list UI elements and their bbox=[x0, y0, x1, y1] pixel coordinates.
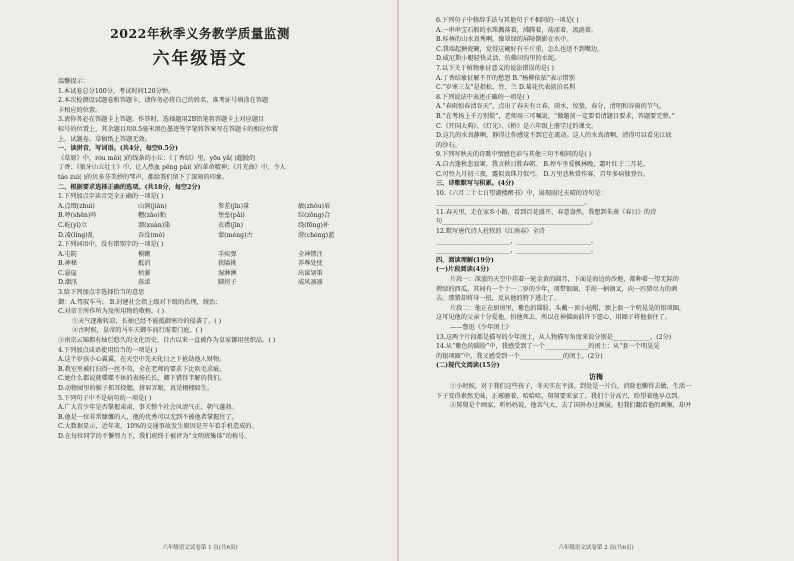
option-cell: 全神惯注 bbox=[298, 250, 323, 258]
text-line: A.“春雨惊春清谷天”，点出了春天有立春，雨水，惊蛰，春分，清明和谷雨的节气。 bbox=[436, 103, 666, 111]
option-cell: 威风凛凛 bbox=[298, 279, 323, 287]
left-page bbox=[4, 6, 396, 555]
text-line: 的沙石。 bbox=[436, 141, 461, 149]
text-line: D.威尼斯小艇轻快灵活，仿佛田沟里的水蛇。 bbox=[436, 55, 561, 63]
text-line: ________________________________________________。 bbox=[436, 199, 591, 207]
option-cell: 枯萎 bbox=[138, 269, 151, 277]
text-line: 碧绿的西瓜。其间有一个十一二岁的少年，项带银圈，手捏一柄钢叉，向一匹猹尽力的刺 bbox=[436, 285, 678, 293]
option-cell: 荡漾 bbox=[138, 279, 151, 287]
option-cell: 湿淋淋 bbox=[218, 269, 237, 277]
text-line: 句________________________________________________。 bbox=[436, 218, 597, 226]
option-cell: B.哼(shēn)吟 bbox=[58, 212, 97, 220]
text-line: 9.下列写秋天的诗歌中情感色彩与其他三句不相同的是( ) bbox=[436, 151, 592, 159]
text-line: 一、读拼音，写词语。(共4分，每空0.5分) bbox=[58, 145, 178, 153]
text-line: ________________________，________________________。 bbox=[436, 247, 597, 255]
text-line: 御：A.驾驭车马； B.封建社会指上级对下级的治理，统治； bbox=[58, 298, 222, 306]
text-line: ①天气逐渐转凉，长袖已经不能抵御寒冷的侵袭了。( ) bbox=[72, 317, 222, 325]
option-cell: D.凌(líng)乱 bbox=[58, 231, 94, 239]
option-cell: 脚拐子 bbox=[218, 279, 237, 287]
text-line: B.“在考场上千万别慌”，老师用三可嘱说，“做题前一定要看清题目要求，答题要完整。” bbox=[436, 112, 675, 120]
option-cell: 糟(zāo)粕 bbox=[138, 212, 166, 220]
text-line: ③南京云锦拥有灿烂悠久的文化历史，自古以来一直被作为皇家御用丝织品。( ) bbox=[58, 337, 276, 345]
text-line: 8.下列说法中表述正确的一项是( ) bbox=[436, 93, 530, 101]
text-line: 四、阅读理解(19分) bbox=[436, 256, 494, 264]
text-line: ②古时候，皇帝的马车夫御车而行需要门庭。( ) bbox=[72, 327, 203, 335]
text-line: 11.春天里，走在家乡小路，看到百花盛开、春意盎然，我想到朱熹《春日》的诗 bbox=[436, 208, 657, 216]
option-cell: 综(zōng)合 bbox=[298, 212, 331, 220]
option-cell: 绕(fēng)补 bbox=[298, 221, 330, 229]
text-line: 3.请你务必在答题卡上答题。作答时，选择题用2B铅笔将答题卡上对应题目 bbox=[58, 116, 265, 124]
text-line: 去。那猹却将身一扭，反从他的胯下逃走了。 bbox=[436, 295, 560, 303]
text-line: 12.默写唐代诗人杜牧的《江南春》全诗 bbox=[436, 228, 545, 236]
option-cell: 溜(xuàn)染 bbox=[138, 221, 171, 229]
option-cell: A.点缀(zhuì) bbox=[58, 202, 95, 210]
text-line: 这可见他的父亲十分爱他，怕他死去，所以在神佛面前许下愿心，用圈子将他套住了。 bbox=[436, 314, 672, 322]
text-line: ①小时候，对于我们这些孩子，冬天实在平淡，到处是一片白，消除也懒得去做，生活一 bbox=[450, 382, 692, 390]
option-cell: C.屹(yì)立 bbox=[58, 221, 88, 229]
text-line: 温馨提示： bbox=[58, 78, 89, 85]
text-line: A.一串串宝石般的水珠溅落着，沸腾着，荡漾着，流淌着。 bbox=[436, 26, 598, 34]
exam-subtitle: 六年级语文 bbox=[152, 49, 248, 69]
text-line: 14.从“紫色的圆脸”中，我感受到了一个______________的闰土；从“套一个明晃晃 bbox=[436, 343, 660, 351]
option-cell: 养尊处忧 bbox=[298, 260, 323, 268]
text-line: 下子变得素然无味，正琢磨着，哈哈哈，舅舅要来家了。我们十分高兴，盼望着他早点到。 bbox=[436, 392, 684, 400]
option-cell: 狭隘挑 bbox=[218, 260, 237, 268]
exam-title: 2022年秋季义务教学质量监测 bbox=[110, 26, 290, 41]
text-line: C.对帝王所作所为及所用物的敬称。( ) bbox=[58, 308, 165, 316]
text-line: 1.下列加点字读音完全正确的一项是( ) bbox=[58, 193, 164, 201]
option-cell: 堡垒(pǎi) bbox=[218, 212, 245, 220]
text-line: ________________________，________________________。 bbox=[436, 237, 597, 245]
option-cell: 山涧(jiàn) bbox=[138, 202, 167, 210]
text-line: 3.给下列加点字选择恰当的意思 bbox=[58, 289, 145, 297]
text-line: C.“岁寒三友”是指松、竹、兰 D.菊花代表淡泊名利 bbox=[436, 84, 576, 92]
text-line: A.自古逢秋悲寂寥，我言秋日胜春朝。 B.停车坐爱枫林晚，霜叶红于二月花。 bbox=[436, 160, 649, 168]
text-line: B.他是一位非常慷慨的人，他的优秀可以无到不被他者掌握住了。 bbox=[58, 413, 238, 421]
question-1-options bbox=[58, 202, 396, 240]
option-cell: 蒙(méng)古 bbox=[218, 231, 253, 239]
option-cell: 抵消 bbox=[138, 260, 151, 268]
text-line: 2.本次检测设试题卷和答题卡，请你务必将自己的姓名、准考证号填涂在答题 bbox=[58, 97, 269, 105]
text-line: 上，试题卷、草稿纸上答题无效。 bbox=[58, 135, 151, 143]
text-line: 1.本试卷总分100分，考试时间120分钟。 bbox=[58, 87, 175, 95]
option-cell: 敏(zhǒu)眉 bbox=[298, 202, 331, 210]
text-line: 二、根据要求选择正确的选项。(共18分，每空2分) bbox=[58, 183, 201, 191]
text-line: ——鲁迅《少年闰土》 bbox=[450, 324, 512, 331]
option-cell: 吞没(mò) bbox=[138, 231, 165, 239]
page-fold bbox=[397, 0, 399, 561]
page-footer-left: 六年级语文试卷第 1 页(共6页) bbox=[162, 545, 238, 551]
text-line: B.教室里被打扫得一丝不苟，全在老师的要求下比吹毛求疵。 bbox=[58, 365, 226, 373]
text-line: táo zuì( )的贝多芬美妙的琴声，都给我们留下了深刻的印象。 bbox=[58, 173, 229, 181]
option-cell: A.屯院 bbox=[58, 250, 77, 258]
option-cell: 模糊 bbox=[138, 250, 151, 258]
option-cell: 参差(jīn)量 bbox=[218, 202, 250, 210]
text-line: C.她什么都说就喋喋不休的表扬长长，卿下错得半解的我们。 bbox=[58, 375, 226, 383]
text-line: 2.下列词语中，没有错别字的一项是( ) bbox=[58, 241, 164, 249]
text-line: C.大数据显示，近年来，10%的交通事故发生原因是开车看手机造成的。 bbox=[58, 423, 258, 431]
text-line: 7.以下关于植物象征意义的说法错误的是( ) bbox=[436, 64, 554, 72]
option-cell: 衣襟(jīn) bbox=[218, 221, 244, 229]
text-line: C.可怜九月初三夜，露似真珠月似弓。 D.万里悲秋常作客，百年多病独登台。 bbox=[436, 170, 650, 178]
text-line: C.《开国大典》、《灯光》、《桥》是六年级上册学过的课文。 bbox=[436, 122, 598, 130]
text-line: ②舅舅是个画家，听妈妈说，他名气大，去了国外办过画展。但我们翻看他的画集，却并 bbox=[450, 402, 692, 410]
text-line: 卡相应的位置。 bbox=[58, 106, 102, 114]
page-footer-right: 六年级语文试卷第 2 页(共6页) bbox=[558, 545, 634, 551]
text-line: 《草原》中，róu měi( )的线条的小丘；《丁香结》里，yōu yǎ( )超脱的 bbox=[58, 154, 256, 162]
text-line: 4.下列加点成语使用恰当的一项是( ) bbox=[58, 346, 158, 354]
text-line: C.我端起搪瓷碗，觉得这碗好有千斤重，怎么也送不到嘴边。 bbox=[436, 45, 604, 53]
text-line: 片段二：他正在厨房里，紫色的圆脸，头戴一顶小毡帽，颈上套一个明晃晃的银项圈， bbox=[450, 304, 686, 312]
option-cell: 澄(chéng)蓝 bbox=[298, 231, 335, 239]
text-line: 5.下列句子中不是病句的一项是( ) bbox=[58, 394, 152, 402]
option-cell: 出谋划策 bbox=[298, 269, 323, 277]
text-line: 的银项圈”中，我又感受到一个______________的闰土。(2分) bbox=[436, 352, 603, 360]
text-line: 10.《六月二十七日望湖楼醉书》中，展现雨过天晴的诗句是： bbox=[436, 189, 607, 197]
text-line: 丁香；《狼牙山五壮士》中，让人热血 pēng pài( )的革命精神；《月光曲》中，令人 bbox=[58, 164, 286, 172]
option-cell: D.潮汛 bbox=[58, 279, 78, 287]
text-line: D.动物园里的猴子抓耳挠腮，挤眉弄眼，真是栩栩如生。 bbox=[58, 385, 214, 392]
option-cell: B.神秘 bbox=[58, 260, 77, 268]
text-line: 6.下列句子中修辞手法与其他句子不相同的一项是( ) bbox=[436, 17, 579, 24]
question-2-options bbox=[58, 250, 396, 288]
text-line: 三、诗歌默写与积累。(4分) bbox=[436, 180, 515, 188]
text-line: D.这几的水真静啊，静得让你感觉不到它在流动。这人的水真清啊，清得可以看见江底 bbox=[436, 132, 672, 140]
text-line: 13.这两个片段都是描写的少年闰土，从人物描写角度来说分别是____________。(2分) bbox=[436, 333, 672, 341]
text-line: (一)片段阅读(4分) bbox=[436, 266, 490, 274]
right-page bbox=[400, 6, 792, 555]
text-line: A.这个岁孩小心翼翼，在天空中先天化日之下抢劫他人财物。 bbox=[58, 356, 226, 364]
text-line: D.在每位同学的不懈努力下，我们班终于被评为“文明班集体”的称号。 bbox=[58, 432, 251, 440]
reading-title: 访梅 bbox=[589, 371, 603, 381]
text-line: (二)现代文阅读(15分) bbox=[436, 362, 500, 370]
text-line: A.广大青少年是否掌握肃肃，事关整个社会风清气正、朝气蓬勃。 bbox=[58, 404, 238, 412]
text-line: 标号的位置上，其余题目用0.5毫米黑色墨迹签字笔将答案写在答题卡的相应位置 bbox=[58, 125, 279, 133]
option-cell: C.悬崖 bbox=[58, 269, 77, 277]
option-cell: 手疾弹 bbox=[218, 250, 237, 258]
text-line: 片段一：深蓝的天空中挂着一轮金黄的圆月，下面是海边的沙地，都种着一望无际的 bbox=[450, 276, 679, 284]
text-line: B.桂林的山水真秀啊，像翠绿的屏障倒影在水中。 bbox=[436, 36, 573, 44]
text-line: A.丁香结象征解不开的愁怨 B.“杨柳依依”表示惜别 bbox=[436, 74, 575, 82]
